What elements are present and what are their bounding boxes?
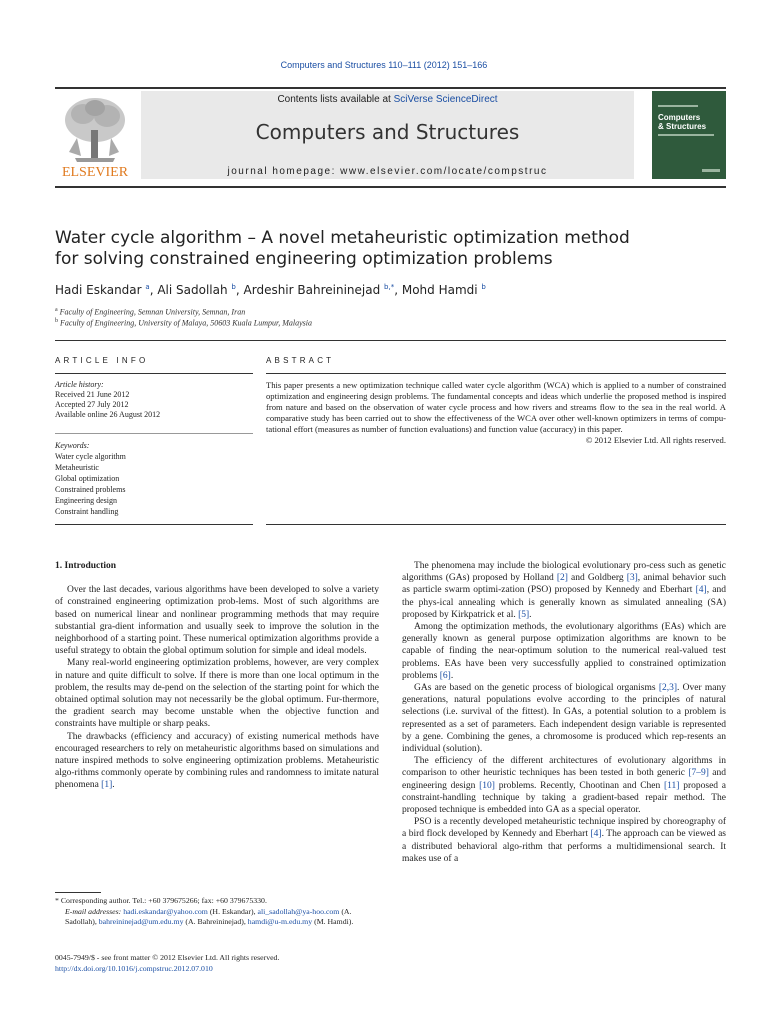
author-name: Ali Sadollah — [157, 283, 228, 297]
front-matter-note: 0045-7949/$ - see front matter © 2012 Elsevier Ltd. All rights reserved. — [55, 953, 280, 962]
section-rule — [266, 524, 726, 525]
copyright-notice: © 2012 Elsevier Ltd. All rights reserved. — [585, 435, 726, 445]
paragraph: The drawbacks (efficiency and accuracy) of existing numerical methods have encouraged researchers to rely on metaheuristic algorithms based on simulations and nature inspired methods to solve engineering optimization problems. Metaheuristic algo-rithms commonly operate by combining rules and randomness to imitate natural phenomena [1]. — [55, 731, 379, 791]
paragraph: The phenomena may include the biological evolutionary pro-cess such as genetic algorithms (GAs) proposed by Holland [2] and Goldberg [3], animal behavior such as particle swarm optimi-zation (PSO) proposed by Kennedy and Eberhart [4], and the phys-ical annealing which is generally known as simulated annealing (SA) proposed by Kirkpatrick et al. [5]. — [402, 561, 727, 620]
journal-title: Computers and Structures — [255, 120, 520, 144]
reference-link[interactable]: [1] — [101, 780, 113, 791]
cover-decor-line — [658, 105, 698, 107]
reference-link[interactable]: [7–9] — [688, 768, 709, 779]
author-name: Ardeshir Bahreininejad — [243, 283, 381, 297]
footnotes — [55, 896, 379, 928]
reference-link[interactable]: [11] — [663, 780, 680, 791]
email-addresses: E-mail addresses: hadi.eskandar@yahoo.com (H. Eskandar), ali_sadollah@ya-hoo.com (A. Sadollah), bahreininejad@um.edu.my (A. Bahreininejad), hamdi@u-m.edu.my (M. Hamdi). — [65, 906, 354, 926]
accepted-date: Accepted 27 July 2012 — [55, 400, 129, 409]
article-history — [55, 380, 253, 420]
author-list: Hadi Eskandar $^a$, Ali Sadollah $^b$, Ardeshir Bahreininejad $^{b,*}$, Mohd Hamdi $^b$ — [55, 283, 486, 297]
contents-line — [141, 94, 634, 105]
reference-link[interactable]: [2,3] — [658, 683, 678, 694]
paragraph: Over the last decades, various algorithms have been developed to solve a variety of constrained engineering optimization prob-lems. Most of such algorithms are based on numerical linear and nonlinear programming methods that may require substantial gra-dient information and usually seek to improve the solution in the neighborhood of a starting point. These numerical optimization algorithms provide a useful strategy to obtain the global optimum solution for simple and ideal models. — [55, 585, 379, 657]
reference-link[interactable]: [6] — [439, 670, 451, 681]
journal-cover-image — [652, 91, 726, 179]
journal-homepage[interactable]: journal homepage: www.elsevier.com/locate/compstruc — [227, 166, 548, 177]
paragraph: The efficiency of the different architectures of evolutionary algorithms in comparison to other heuristic techniques has been tested in both generic [7–9] and engineering design [10] problems. Recently, Chootinan and Chen [11] proposed a constraint-handling technique by taking a gradient-based repair method. The proposed technique is embedded into GA as a special operator. — [402, 756, 726, 816]
title-line: Water cycle algorithm – A novel metaheuristic optimization method — [55, 228, 630, 248]
section-rule — [266, 373, 726, 374]
keyword: Constraint handling — [55, 507, 119, 516]
paragraph: Among the optimization methods, the evolutionary algorithms (EAs) which are generally known as general purpose optimization algorithms are known to be capable of finding the near-optimum solution to the numerical real-valued test problems. EAs have been very successfully applied to constrained optimization problems [6]. — [402, 622, 726, 681]
keywords-list — [55, 440, 253, 517]
email-link[interactable]: hamdi@u-m.edu.my — [247, 917, 313, 926]
affiliation-marker[interactable]: b — [231, 283, 236, 291]
section-rule — [55, 340, 726, 341]
author-name: Hadi Eskandar — [55, 283, 142, 297]
section-heading: 1. Introduction — [55, 561, 117, 571]
abstract-body: This paper presents a new optimization technique called water cycle algorithm (WCA) which is applied to a number of constrained optimization and engineering design problems. The fundamental concepts and ideas which underlie the proposed method is inspired from nature and based on the observation of water cycle process and how rivers and streams flow to the sea in the real world. A comparative study has been carried out to show the effectiveness of the WCA over other well-known optimizers in terms of compu-tational effort (measures as number of function evaluations) and function value (accuracy) in this paper. — [266, 380, 726, 434]
email-link[interactable]: ali_sadollah@ya-hoo.com — [257, 906, 340, 916]
header-rule — [55, 186, 726, 188]
issn-notice — [55, 953, 279, 974]
section-rule — [55, 524, 253, 525]
email-link[interactable]: bahreininejad@um.edu.my — [98, 917, 184, 926]
reference-link[interactable]: [5] — [518, 609, 530, 620]
reference-link[interactable]: [3] — [626, 573, 638, 584]
keyword: Constrained problems — [55, 485, 126, 494]
reference-link[interactable]: [4] — [590, 829, 602, 840]
reference-link[interactable]: [4] — [695, 585, 707, 596]
header-rule — [55, 87, 726, 89]
corresponding-author-note: * Corresponding author. Tel.: +60 379675266; fax: +60 379675330. — [55, 896, 267, 905]
elsevier-tree-logo — [55, 90, 135, 180]
affiliation: $^a$ Faculty of Engineering, Semnan University, Semnan, Iran — [55, 307, 246, 317]
abstract-text — [266, 380, 726, 446]
reference-link[interactable]: [10] — [479, 780, 495, 791]
cover-decor-line — [658, 134, 714, 136]
paragraph: GAs are based on the genetic process of biological organisms [2,3]. Over many generations, natural populations evolve according to the principles of natural selections (i.e. survival of the fittest). In GAs, a potential solution to a problem is represented as a set of parameters. Each independent design variable is represented by a gene. Combining the genes, a chromosome is produced which rep-resents an individual (solution). — [402, 683, 726, 755]
email-link[interactable]: hadi.eskandar@yahoo.com — [123, 906, 208, 916]
abstract-heading: ABSTRACT — [266, 356, 335, 365]
article-info-heading: ARTICLE INFO — [55, 356, 149, 365]
affiliation-marker[interactable]: a — [145, 283, 150, 291]
publisher-wordmark: ELSEVIER — [61, 165, 129, 180]
cover-title: Computers & Structures — [658, 113, 707, 131]
title-line: for solving constrained engineering optimization problems — [55, 249, 553, 269]
contents-prefix: Contents lists available at — [277, 94, 394, 105]
section-rule — [55, 373, 253, 374]
keyword: Global optimization — [55, 474, 120, 483]
keywords-label: Keywords: — [55, 441, 90, 450]
sciencedirect-link[interactable]: SciVerse ScienceDirect — [393, 94, 498, 105]
keyword: Engineering design — [55, 496, 117, 505]
affiliation-marker[interactable]: b — [481, 283, 486, 291]
doi-link[interactable]: http://dx.doi.org/10.1016/j.compstruc.2012.07.010 — [55, 963, 213, 973]
history-label: Article history: — [55, 380, 104, 389]
paper-title — [55, 228, 695, 270]
online-date: Available online 26 August 2012 — [55, 410, 161, 419]
affiliation: $^b$ Faculty of Engineering, University of Malaya, 50603 Kuala Lumpur, Malaysia — [55, 318, 312, 328]
paragraph: PSO is a recently developed metaheuristic technique inspired by choreography of a bird flock developed by Kennedy and Eberhart [4]. The approach can be viewed as a distributed behavioral algo-rithm that performs a multidimensional search. It makes use of a — [402, 817, 726, 864]
keyword: Water cycle algorithm — [55, 452, 126, 461]
body-column-left — [55, 560, 379, 792]
keyword: Metaheuristic — [55, 463, 99, 472]
cover-decor-line — [702, 169, 720, 172]
affiliation-marker[interactable]: b,* — [384, 283, 395, 291]
journal-citation[interactable]: Computers and Structures 110–111 (2012) 151–166 — [280, 60, 488, 70]
received-date: Received 21 June 2012 — [55, 390, 130, 399]
section-rule — [55, 433, 253, 434]
body-column-right — [402, 560, 726, 865]
paragraph: Many real-world engineering optimization problems, however, are very complex in nature and quite difficult to solve. If there is more than one local optimum in the problem, the results may de-pend on the selection of the starting point for which the obtained optimal solution may not necessarily be the global optimum. Fur-thermore, the gradient search may become unstable when the objective function and constraints have multiple or sharp peaks. — [55, 658, 379, 730]
author-name: Mohd Hamdi — [401, 283, 478, 297]
footnote-rule — [55, 892, 101, 893]
reference-link[interactable]: [2] — [556, 573, 568, 584]
